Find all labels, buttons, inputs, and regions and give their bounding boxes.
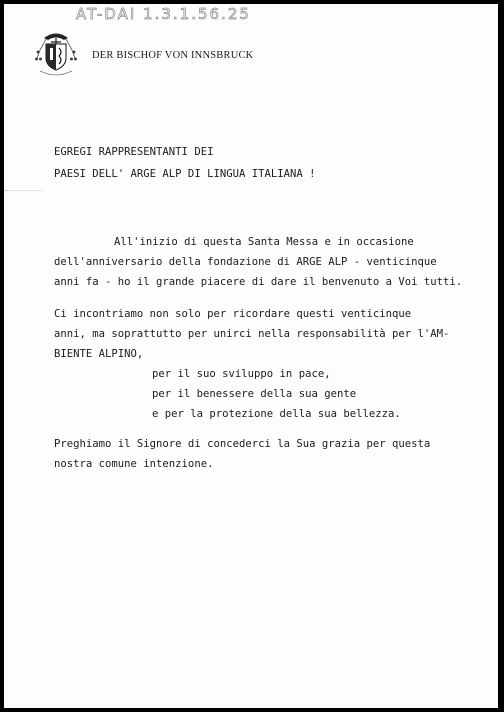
letter-page	[4, 4, 498, 708]
salutation-line-1: EGREGI RAPPRESENTANTI DEI	[54, 146, 214, 158]
episcopal-crest-icon	[34, 30, 78, 78]
paragraph1-line-3: anni fa - ho il grande piacere di dare il benvenuto a Voi tutti.	[54, 276, 463, 288]
bishop-title: DER BISCHOF VON INNSBRUCK	[92, 50, 254, 61]
paragraph1-line-1: All'inizio di questa Santa Messa e in occasione	[114, 236, 414, 248]
paragraph2-line-3: BIENTE ALPINO,	[54, 348, 144, 360]
archive-number-stamp: AT-DAI 1.3.1.56.25	[76, 5, 251, 23]
paragraph1-line-2: dell'anniversario della fondazione di ARGE ALP - venticinque	[54, 256, 437, 268]
salutation-line-2: PAESI DELL' ARGE ALP DI LINGUA ITALIANA !	[54, 168, 316, 180]
list-item-3: e per la protezione della sua bellezza.	[152, 408, 401, 420]
paragraph3-line-2: nostra comune intenzione.	[54, 458, 214, 470]
list-item-2: per il benessere della sua gente	[152, 388, 357, 400]
paragraph3-line-1: Preghiamo il Signore di concederci la Sua grazia per questa	[54, 438, 431, 450]
list-item-1: per il suo sviluppo in pace,	[152, 368, 331, 380]
faint-divider	[4, 190, 42, 191]
paragraph2-line-2: anni, ma soprattutto per unirci nella responsabilità per l'AM-	[54, 328, 450, 340]
paragraph2-line-1: Ci incontriamo non solo per ricordare questi venticinque	[54, 308, 412, 320]
